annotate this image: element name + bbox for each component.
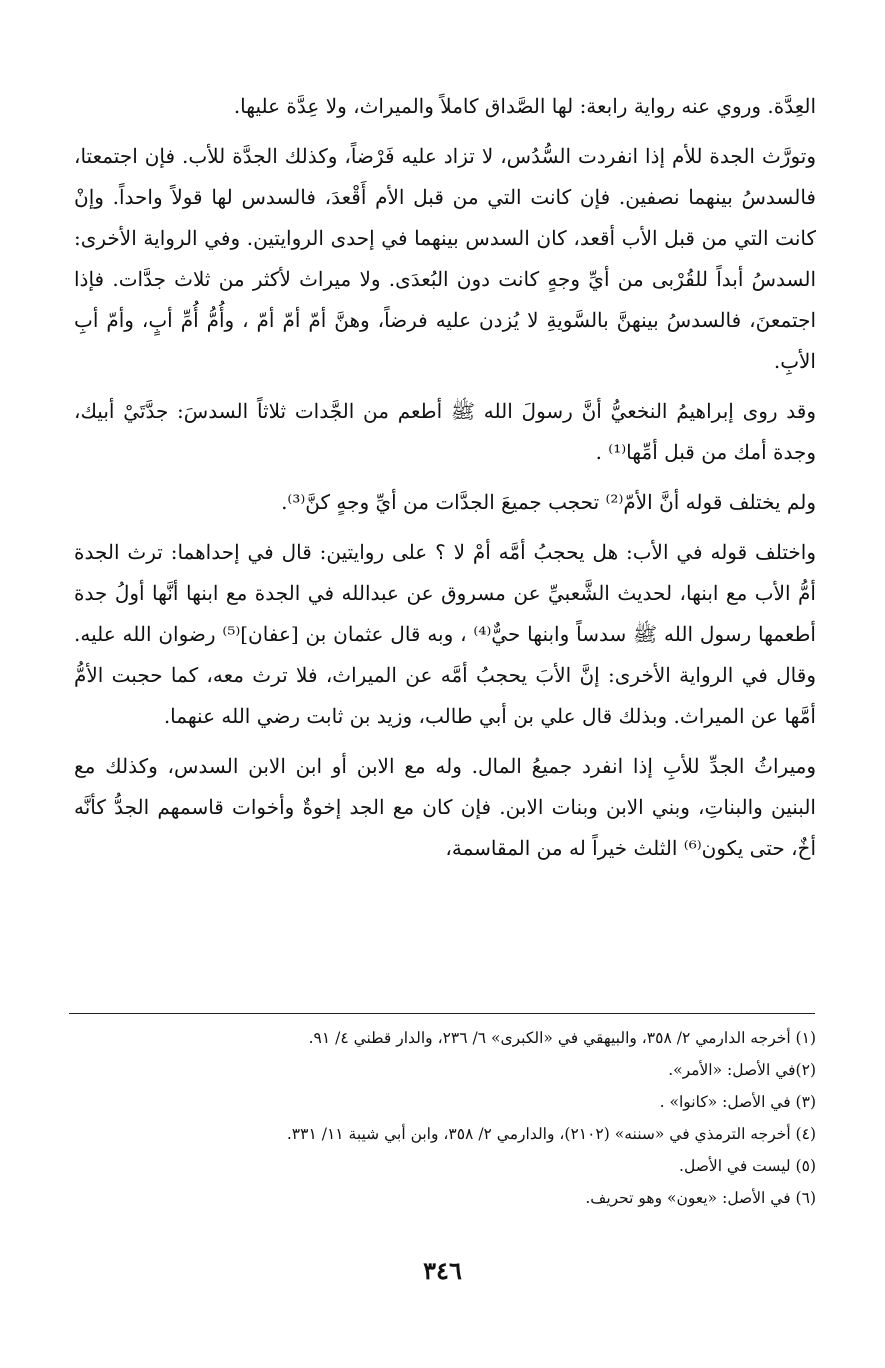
page-number: ٣٤٦ xyxy=(423,1256,462,1285)
paragraph-5: واختلف قوله في الأب: هل يحجبُ أمَّه أمْ لا ؟ على روايتين: قال في إحداهما: ترث الجدة أمُّ الأب مع ابنها، لحديث الشَّعبيِّ عن مسروق عن عبدالله في الجدة مع ابنها أنَّها أولُ جدة أطعمها رسول الله ﷺ سدساً وابنها حيٌّ⁽⁴⁾ ، وبه قال عثمان بن [عفان]⁽⁵⁾ رضوان الله عليه. وقال في الرواية الأخرى: إنَّ الأبَ يحجبُ أمَّه عن الميراث، فلا ترث معه، كما حجبت الأمُّ أمَّها عن الميراث. وبذلك قال علي بن أبي طالب، وزيد بن ثابت رضي الله عنهما. xyxy=(74,540,816,728)
footnote-5: (٥) ليست في الأصل. xyxy=(679,1157,816,1175)
footnotes xyxy=(74,1022,816,1214)
paragraph-1: العِدَّة. وروي عنه رواية رابعة: لها الصَّداق كاملاً والميراث، ولا عِدَّة عليها. xyxy=(233,94,816,118)
footnote-4: (٤) أخرجه الترمذي في «سننه» (٢١٠٢)، والدارمي ٢/ ٣٥٨، وابن أبي شيبة ١١/ ٣٣١. xyxy=(286,1125,816,1143)
paragraph-3: وقد روى إبراهيمُ النخعيُّ أنَّ رسولَ الله ﷺ أطعم من الجَّدات ثلاثاً السدسَ: جدَّتَيْ أبيك، وجدة أمك من قبل أمِّها⁽¹⁾ . xyxy=(74,399,816,464)
paragraph-4: ولم يختلف قوله أنَّ الأمّ⁽²⁾ تحجب جميعَ الجدَّات من أيِّ وجهٍ كنَّ⁽³⁾. xyxy=(281,490,816,514)
paragraph-2: وتورَّث الجدة للأم إذا انفردت السُّدُس، لا تزاد عليه فَرْضاً، وكذلك الجدَّة للأب. فإن اجتمعتا، فالسدسُ بينهما نصفين. فإن كانت التي من قبل الأم أَقْعدَ، فالسدس لها قولاً واحداً. وإنْ كانت التي من قبل الأب أقعد، كان السدس بينهما في إحدى الروايتين. وفي الرواية الأخرى: السدسُ أبداً للقُرْبى من أيِّ وجهٍ كانت دون البُعدَى. ولا ميراث لأكثر من ثلاث جدَّات. فإذا اجتمعنَ، فالسدسُ بينهنَّ بالسَّويةِ لا يُزدن عليه فرضاً، وهنَّ أمّ أمّ أمّ ، وأُمُّ أُمِّ أبٍ، وأمّ أبِ الأبِ. xyxy=(74,144,816,373)
page-body xyxy=(74,86,816,878)
footnote-divider xyxy=(69,1013,815,1014)
footnote-6: (٦) في الأصل: «يعون» وهو تحريف. xyxy=(585,1189,816,1207)
footnote-3: (٣) في الأصل: «كانوا» . xyxy=(659,1093,816,1111)
paragraph-6: وميراثُ الجدِّ للأبِ إذا انفرد جميعُ المال. وله مع الابن أو ابن الابن السدس، وكذلك مع البنين والبناتِ، وبني الابن وبنات الابن. فإن كان مع الجد إخوةٌ وأخوات قاسمهم الجدُّ كأنَّه أخٌ، حتى يكون⁽⁶⁾ الثلث خيراً له من المقاسمة، xyxy=(74,754,816,860)
footnote-1: (١) أخرجه الدارمي ٢/ ٣٥٨، والبيهقي في «الكبرى» ٦/ ٢٣٦، والدار قطني ٤/ ٩١. xyxy=(308,1029,816,1047)
footnote-2: (٢)في الأصل: «الأمر». xyxy=(668,1061,816,1079)
